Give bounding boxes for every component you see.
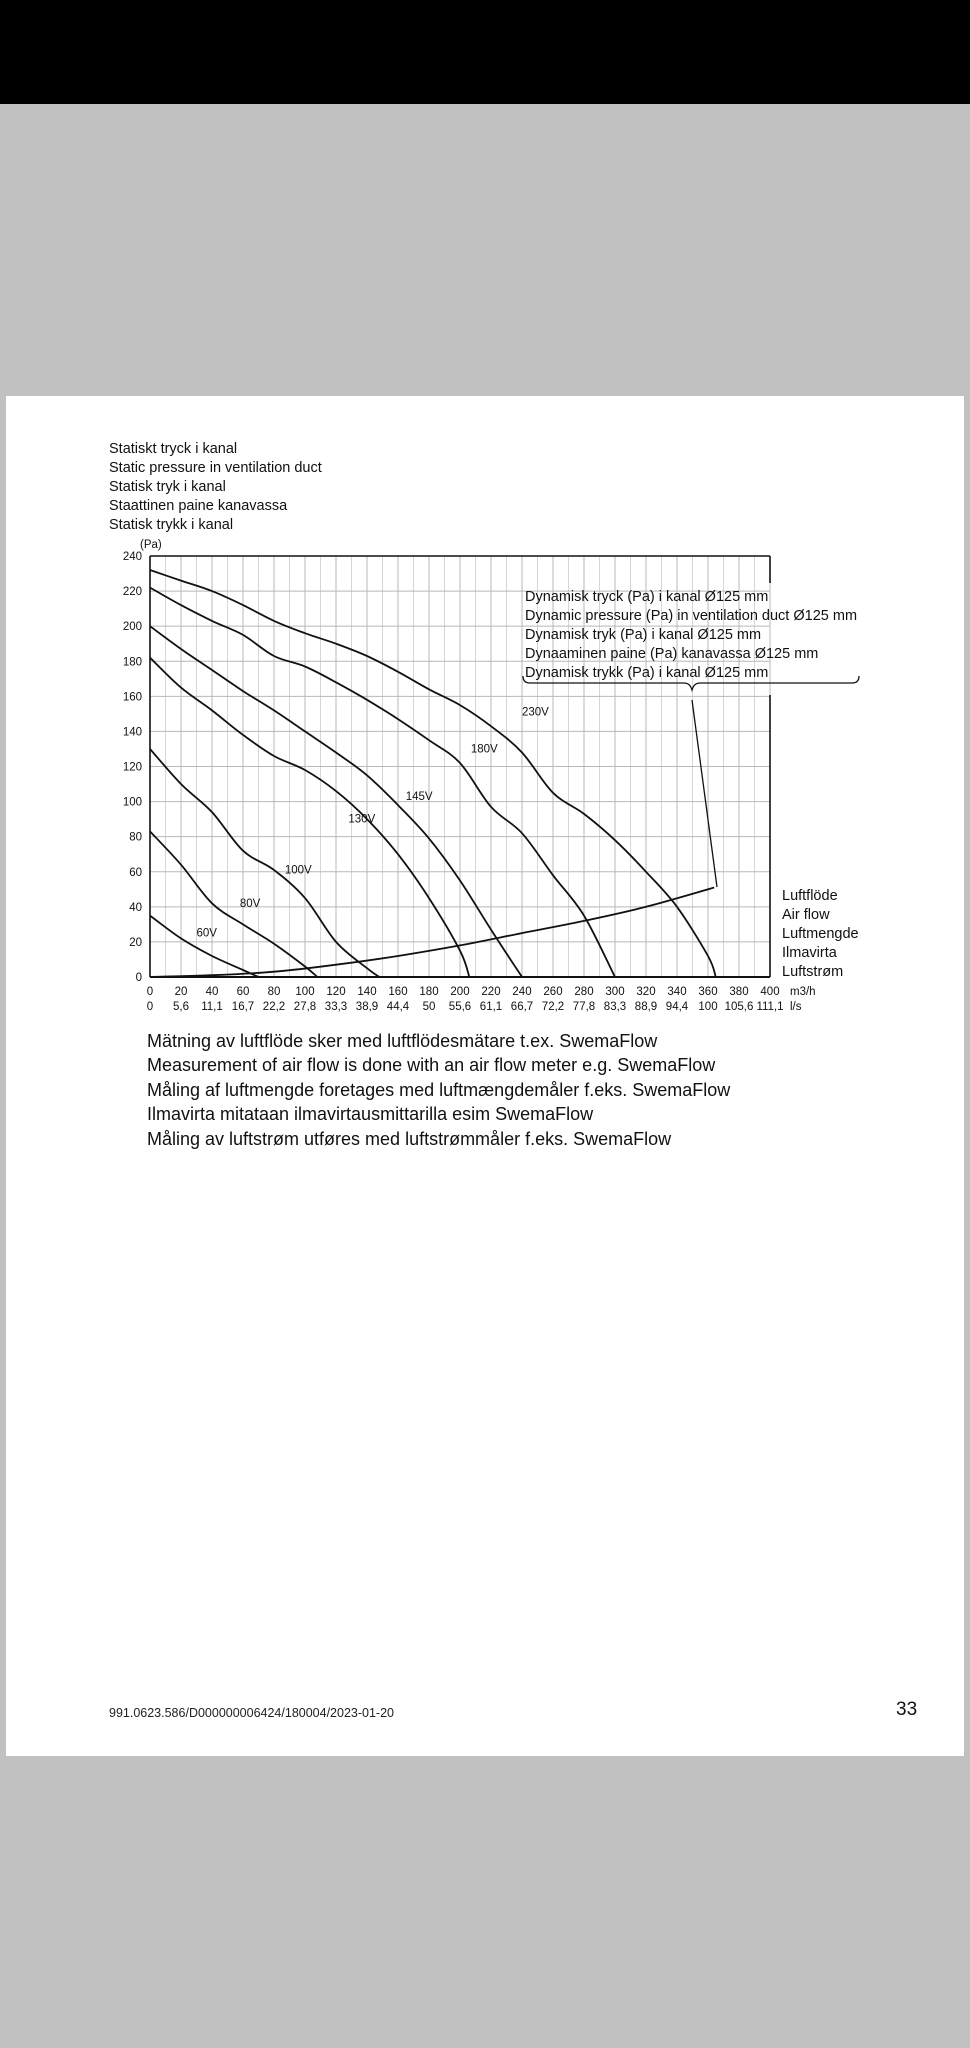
fan-curve-80v xyxy=(150,831,317,977)
x-axis-title-line: Ilmavirta xyxy=(782,945,837,961)
y-tick-label: 160 xyxy=(122,691,142,704)
dynamic-pressure-line: Dynamisk trykk (Pa) i kanal Ø125 mm xyxy=(525,665,769,681)
x-tick-label-m3h: 140 xyxy=(357,986,377,998)
x-tick-label-ls: 105,6 xyxy=(724,1001,754,1013)
y-tick-label: 120 xyxy=(122,761,142,774)
y-tick-label: 80 xyxy=(129,831,142,844)
x-tick-label-m3h: 60 xyxy=(236,986,250,998)
x-tick-label-m3h: 200 xyxy=(450,986,470,998)
x-tick-label-ls: 50 xyxy=(422,1001,436,1013)
x-tick-label-ls: 100 xyxy=(698,1001,718,1013)
x-tick-label-ls: 66,7 xyxy=(510,1001,534,1013)
x-tick-label-ls: 55,6 xyxy=(448,1001,472,1013)
curve-label-180v: 180V xyxy=(470,743,498,756)
x-tick-label-m3h: 220 xyxy=(481,986,501,998)
y-tick-label: 140 xyxy=(122,726,142,739)
y-tick-label: 20 xyxy=(129,936,142,949)
y-tick-label: 40 xyxy=(129,901,142,914)
x-tick-label-ls: 111,1 xyxy=(756,1001,784,1013)
x-tick-label-ls: 38,9 xyxy=(355,1001,379,1013)
page-number: 33 xyxy=(896,1699,918,1720)
curve-label-130v: 130V xyxy=(348,813,376,826)
curve-label-80v: 80V xyxy=(239,897,261,910)
curve-label-145v: 145V xyxy=(405,790,433,803)
x-tick-label-m3h: 360 xyxy=(698,986,718,998)
x-tick-label-m3h: 300 xyxy=(605,986,625,998)
y-title-line: Staattinen paine kanavassa xyxy=(109,498,288,514)
x-tick-label-ls: 27,8 xyxy=(293,1001,317,1013)
x-tick-label-ls: 61,1 xyxy=(479,1001,503,1013)
y-tick-label: 240 xyxy=(122,551,142,563)
x-tick-label-m3h: 180 xyxy=(419,986,439,998)
y-tick-label: 0 xyxy=(135,972,142,984)
y-tick-label: 100 xyxy=(122,796,142,809)
x-tick-label-m3h: 240 xyxy=(512,986,532,998)
x-tick-label-ls: 88,9 xyxy=(634,1001,658,1013)
note-line: Measurement of air flow is done with an air flow meter e.g. SwemaFlow xyxy=(147,1055,716,1075)
x-unit-m3h: m3/h xyxy=(790,986,816,998)
fan-curve-100v xyxy=(150,749,379,977)
y-tick-label: 180 xyxy=(122,656,142,669)
x-tick-label-m3h: 260 xyxy=(543,986,563,998)
x-tick-label-m3h: 20 xyxy=(174,986,188,998)
note-line: Måling af luftmengde foretages med luftmængdemåler f.eks. SwemaFlow xyxy=(147,1080,731,1100)
note-line: Måling av luftstrøm utføres med luftstrømmåler f.eks. SwemaFlow xyxy=(147,1129,672,1149)
fan-performance-chart xyxy=(0,396,970,1036)
dynamic-pressure-line: Dynamic pressure (Pa) in ventilation duct Ø125 mm xyxy=(525,608,858,624)
x-tick-label-m3h: 100 xyxy=(295,986,315,998)
x-tick-label-m3h: 400 xyxy=(760,986,780,998)
top-status-bar xyxy=(0,0,970,104)
y-title-line: Statisk trykk i kanal xyxy=(109,517,234,533)
x-tick-label-ls: 33,3 xyxy=(324,1001,348,1013)
curve-label-100v: 100V xyxy=(284,864,312,877)
y-title-line: Static pressure in ventilation duct xyxy=(109,460,322,476)
x-tick-label-ls: 44,4 xyxy=(386,1001,410,1013)
x-tick-label-m3h: 40 xyxy=(205,986,219,998)
note-line: Mätning av luftflöde sker med luftflödesmätare t.ex. SwemaFlow xyxy=(147,1031,658,1051)
x-tick-label-ls: 11,1 xyxy=(201,1001,223,1013)
x-axis-title-line: Air flow xyxy=(782,907,830,923)
y-tick-label: 60 xyxy=(129,866,142,879)
x-tick-label-m3h: 280 xyxy=(574,986,594,998)
x-tick-label-ls: 0 xyxy=(146,1001,154,1013)
x-tick-label-m3h: 120 xyxy=(326,986,346,998)
curve-label-230v: 230V xyxy=(522,706,549,719)
dynamic-pressure-curve xyxy=(150,888,714,978)
x-tick-label-m3h: 80 xyxy=(267,986,281,998)
x-axis-title-line: Luftstrøm xyxy=(782,964,844,980)
y-tick-label: 200 xyxy=(122,621,142,634)
x-tick-label-ls: 72,2 xyxy=(541,1001,565,1013)
x-tick-label-ls: 22,2 xyxy=(262,1001,286,1013)
x-unit-ls: l/s xyxy=(790,1001,802,1013)
dynamic-pressure-line: Dynamisk tryk (Pa) i kanal Ø125 mm xyxy=(525,627,762,643)
x-tick-label-m3h: 340 xyxy=(667,986,687,998)
y-title-line: Statisk tryk i kanal xyxy=(109,479,226,495)
callout-pointer xyxy=(692,700,717,887)
y-unit-label: (Pa) xyxy=(140,539,162,551)
dynamic-pressure-line: Dynamisk tryck (Pa) i kanal Ø125 mm xyxy=(525,589,769,605)
note-line: Ilmavirta mitataan ilmavirtausmittarilla esim SwemaFlow xyxy=(147,1104,594,1124)
document-id: 991.0623.586/D000000006424/180004/2023-01-20 xyxy=(109,1706,394,1720)
x-tick-label-m3h: 0 xyxy=(146,986,154,998)
y-title-line: Statiskt tryck i kanal xyxy=(109,441,238,457)
x-axis-title-line: Luftflöde xyxy=(782,888,838,904)
x-tick-label-m3h: 380 xyxy=(729,986,749,998)
x-tick-label-m3h: 320 xyxy=(636,986,656,998)
x-tick-label-m3h: 160 xyxy=(388,986,408,998)
x-axis-title-line: Luftmengde xyxy=(782,926,859,942)
dynamic-pressure-line: Dynaaminen paine (Pa) kanavassa Ø125 mm xyxy=(525,646,819,662)
x-tick-label-ls: 5,6 xyxy=(173,1001,189,1013)
y-tick-label: 220 xyxy=(122,586,142,599)
x-tick-label-ls: 16,7 xyxy=(231,1001,255,1013)
x-tick-label-ls: 77,8 xyxy=(572,1001,596,1013)
x-tick-label-ls: 94,4 xyxy=(665,1001,689,1013)
x-tick-label-ls: 83,3 xyxy=(603,1001,627,1013)
curve-label-60v: 60V xyxy=(196,927,217,940)
